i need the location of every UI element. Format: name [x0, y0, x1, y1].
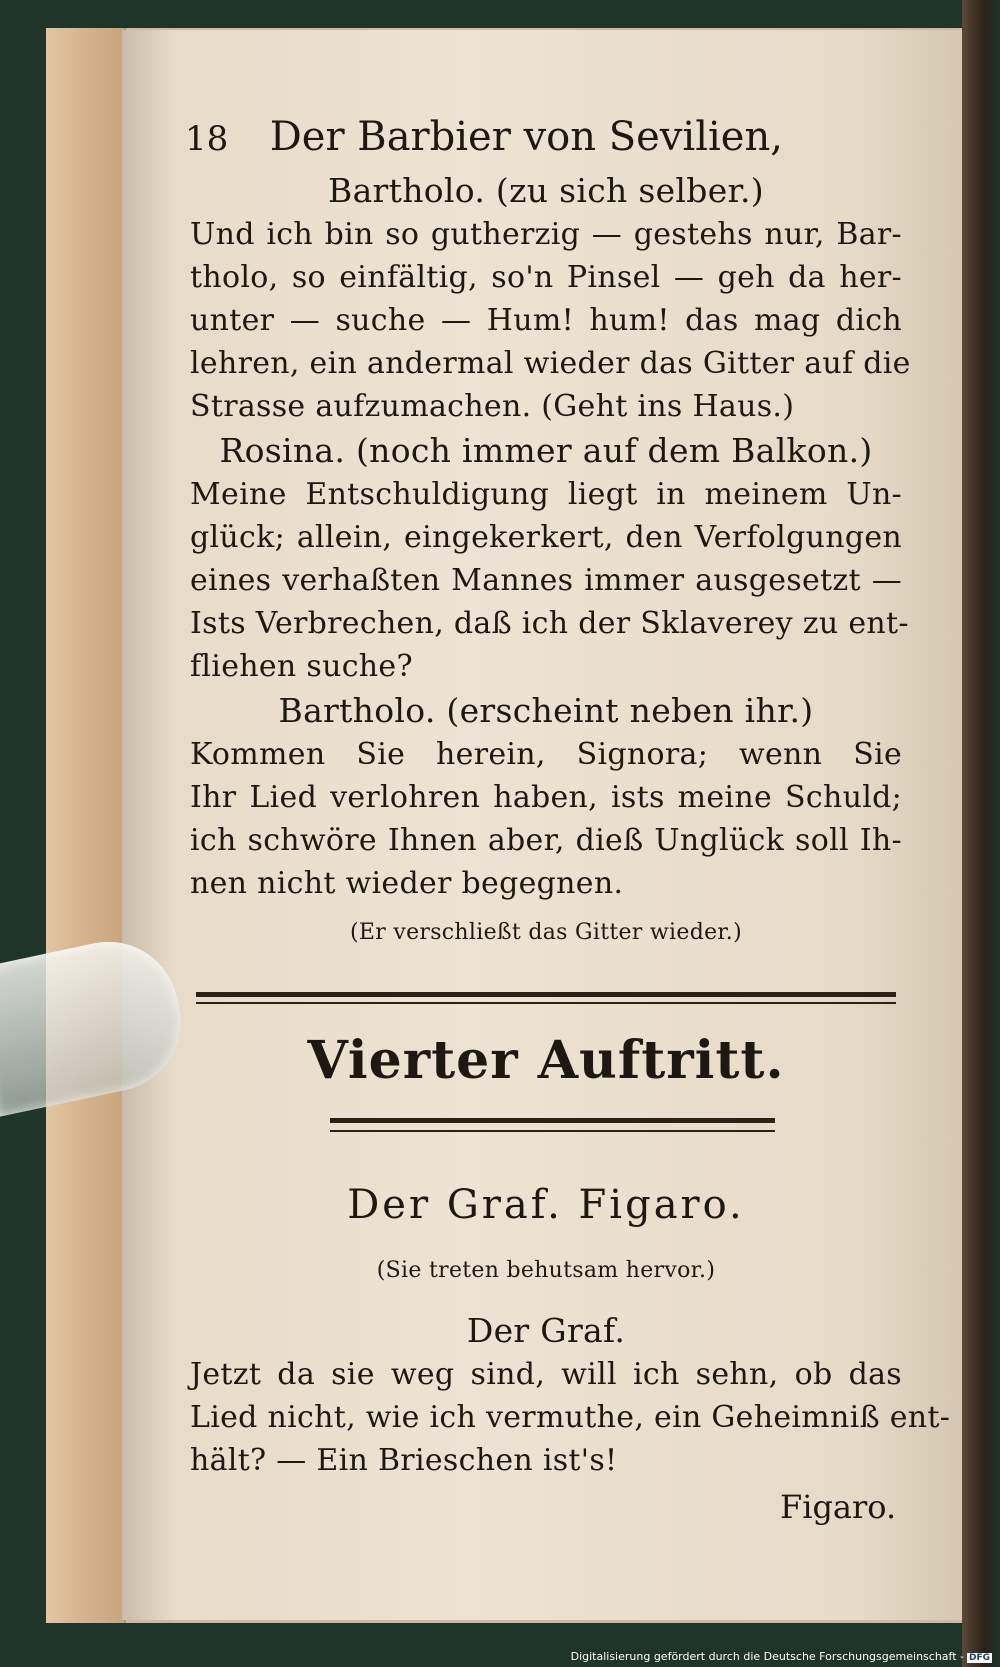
- text-line: Ists Verbrechen, daß ich der Sklaverey zu ent-: [190, 606, 909, 641]
- text-line: nen nicht wieder begegnen.: [190, 866, 624, 901]
- scene-persons: Der Graf. Figaro.: [347, 1182, 745, 1228]
- text-line: Lied nicht, wie ich vermuthe, ein Geheimniß ent-: [190, 1400, 951, 1435]
- text-line: Strasse aufzumachen. (Geht ins Haus.): [190, 389, 795, 424]
- text-line: Meine Entschuldigung liegt in meinem Un-: [190, 477, 902, 512]
- footer-credit: [571, 1650, 992, 1663]
- stage-direction: (Sie treten behutsam hervor.): [376, 1258, 716, 1283]
- dfg-logo-icon: DFG: [968, 1653, 990, 1663]
- title-rule: [330, 1130, 775, 1132]
- text-line: hält? — Ein Brieschen ist's!: [190, 1443, 618, 1478]
- text-line: Kommen Sie herein, Signora; wenn Sie: [190, 737, 902, 772]
- footer-text: Digitalisierung gefördert durch die Deutsche Forschungsgemeinschaft -: [570, 1650, 964, 1663]
- text-line: Und ich bin so gutherzig — gestehs nur, Bar-: [190, 217, 902, 252]
- ornamental-rule: [196, 992, 896, 997]
- text-line: tholo, so einfältig, so'n Pinsel — geh da her-: [190, 260, 902, 295]
- text-line: lehren, ein andermal wieder das Gitter auf die: [190, 346, 911, 381]
- scene-title: Vierter Auftritt.: [307, 1030, 785, 1091]
- title-rule: [330, 1118, 775, 1123]
- text-line: Jetzt da sie weg sind, will ich sehn, ob das: [190, 1357, 902, 1392]
- ornamental-rule: [196, 1002, 896, 1004]
- text-line: ich schwöre Ihnen aber, dieß Unglück soll Ih-: [190, 823, 902, 858]
- text-line: fliehen suche?: [190, 649, 413, 684]
- speaker-line: Der Graf.: [466, 1311, 626, 1350]
- speaker-line: Bartholo. (zu sich selber.): [328, 171, 764, 210]
- speaker-line: Rosina. (noch immer auf dem Balkon.): [219, 431, 873, 470]
- running-title: Der Barbier von Sevilien,: [269, 114, 783, 160]
- speaker-line: Bartholo. (erscheint neben ihr.): [278, 691, 814, 730]
- text-line: glück; allein, eingekerkert, den Verfolgungen: [190, 520, 902, 555]
- catchword: Figaro.: [780, 1488, 897, 1526]
- running-header: [185, 112, 805, 164]
- text-line: Ihr Lied verlohren haben, ists meine Schuld;: [190, 780, 902, 815]
- text-line: unter — suche — Hum! hum! das mag dich: [190, 303, 902, 338]
- stage-direction: (Er verschließt das Gitter wieder.): [350, 920, 742, 945]
- text-line: eines verhaßten Mannes immer ausgesetzt —: [190, 563, 902, 598]
- page-number: 18: [185, 119, 229, 159]
